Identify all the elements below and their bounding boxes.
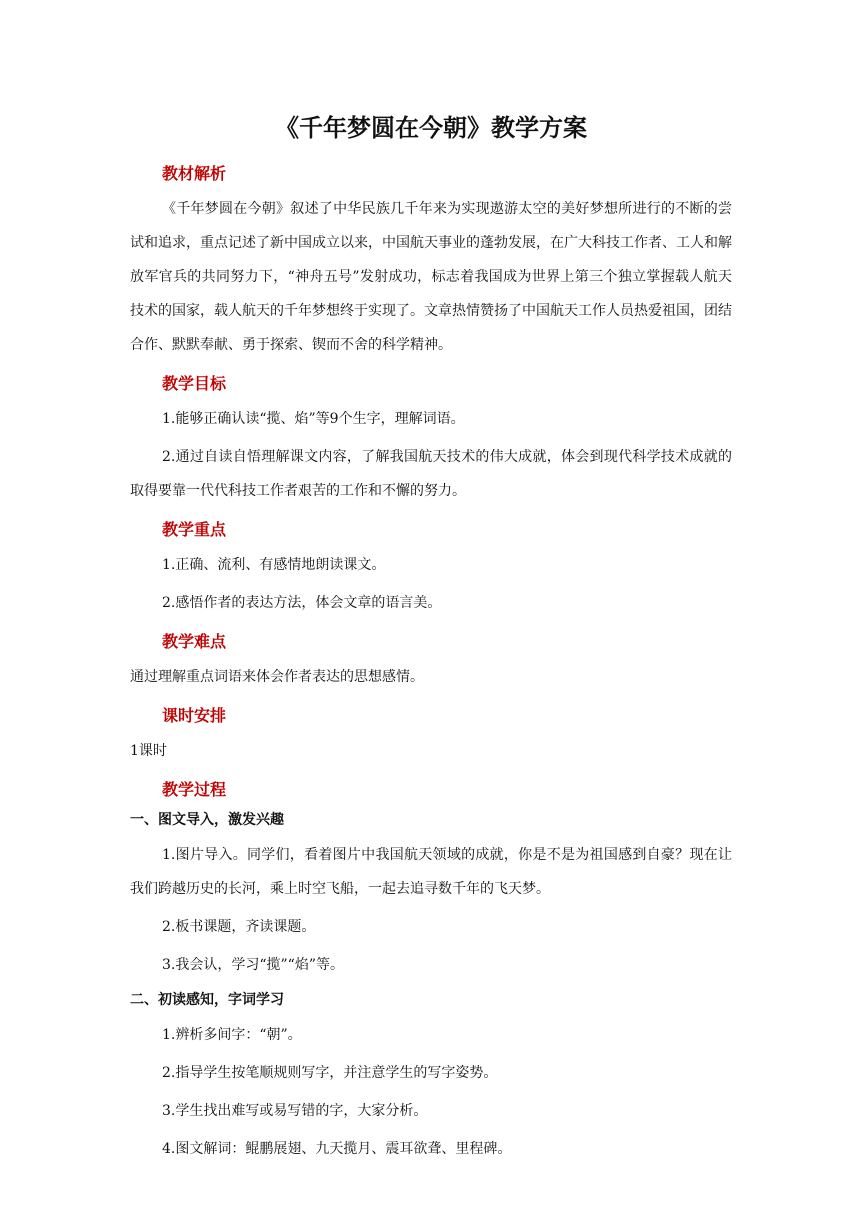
- goal-item: 2.通过自读自悟理解课文内容，了解我国航天技术的伟大成就，体会到现代科学技术成就的取得要靠一代代科技工作者艰苦的工作和不懈的努力。: [130, 449, 732, 499]
- focus-item: 1.正确、流利、有感情地朗读课文。: [162, 557, 386, 573]
- document-title: 《千年梦圆在今朝》教学方案: [275, 114, 587, 142]
- document-content: [130, 108, 732, 1170]
- difficulty-paragraph: 通过理解重点词语来体会作者表达的思想感情。: [130, 669, 424, 685]
- process-item: 4.图文解词：鲲鹏展翅、九天揽月、震耳欲聋、里程碑。: [162, 1141, 512, 1157]
- process-item: 2.指导学生按笔顺规则写字，并注意学生的写字姿势。: [162, 1065, 498, 1081]
- heading-analysis: 教材解析: [162, 164, 227, 183]
- process-item: 3.我会认，学习“揽”“焰”等。: [162, 957, 344, 973]
- process-item: 1.辨析多间字：“朝”。: [162, 1027, 302, 1043]
- heading-goals: 教学目标: [162, 374, 227, 393]
- heading-process: 教学过程: [162, 780, 227, 799]
- goal-item: 1.能够正确认读“揽、焰”等9个生字，理解词语。: [162, 411, 465, 427]
- process-item: 1.图片导入。同学们，看着图片中我国航天领域的成就，你是不是为祖国感到自豪？现在让我们跨越历史的长河，乘上时空飞船，一起去追寻数千年的飞天梦。: [130, 847, 732, 897]
- schedule-paragraph: 1课时: [130, 743, 167, 759]
- heading-schedule: 课时安排: [162, 706, 227, 725]
- heading-focus: 教学重点: [162, 520, 227, 539]
- process-item: 3.学生找出难写或易写错的字，大家分析。: [162, 1103, 428, 1119]
- subheading-part2: 二、初读感知，字词学习: [130, 992, 284, 1008]
- focus-item: 2.感悟作者的表达方法，体会文章的语言美。: [162, 595, 442, 611]
- process-item: 2.板书课题，齐读课题。: [162, 919, 316, 935]
- subheading-part1: 一、图文导入，激发兴趣: [130, 812, 284, 828]
- analysis-paragraph: 《千年梦圆在今朝》叙述了中华民族几千年来为实现遨游太空的美好梦想所进行的不断的尝试和追求，重点记述了新中国成立以来，中国航天事业的蓬勃发展，在广大科技工作者、工人和解放军官兵的共同努力下，“神舟五号”发射成功，标志着我国成为世界上第三个独立掌握载人航天技术的国家，载人航天的千年梦想终于实现了。文章热情赞扬了中国航天工作人员热爱祖国，团结合作、默默奉献、勇于探索、锲而不舍的科学精神。: [130, 201, 732, 353]
- heading-difficulty: 教学难点: [162, 632, 227, 651]
